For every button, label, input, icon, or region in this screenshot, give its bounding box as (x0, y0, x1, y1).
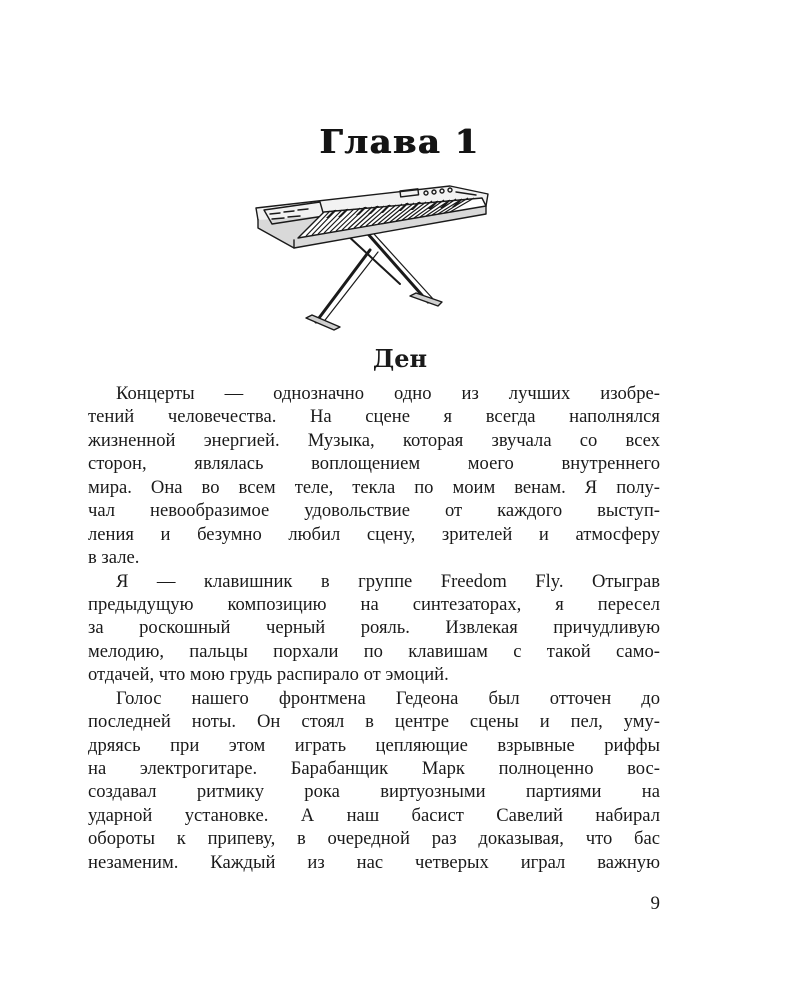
text-line: Голос нашего фронтмена Гедеона был отточен до (116, 687, 660, 709)
text-line: незаменим. Каждый из нас четверых играл важную (88, 851, 660, 873)
text-line: создавал ритмику рока виртуозными партиями на (88, 781, 660, 803)
text-line: ударной установке. А наш басист Савелий набирал (88, 804, 660, 826)
text-line: Я — клавишник в группе Freedom Fly. Отыграв (116, 570, 660, 592)
text-line: на электрогитаре. Барабанщик Марк полноценно вос- (88, 758, 660, 779)
body-text (88, 382, 660, 874)
synthesizer-on-stand-icon (250, 172, 500, 332)
text-line: предыдущую композицию на синтезаторах, я пересел (88, 593, 660, 615)
text-line: последней ноты. Он стоял в центре сцены и пел, уму- (88, 711, 660, 733)
text-line: мира. Она во всем теле, текла по моим венам. Я полу- (88, 476, 660, 498)
text-line: обороты к припеву, в очередной раз доказывая, что бас (88, 828, 660, 850)
text-line: Концерты — однозначно одно из лучших изобре- (116, 383, 660, 404)
chapter-title: Глава 1 (319, 122, 481, 161)
text-line: в зале. (88, 547, 140, 569)
section-heading: Ден (372, 344, 428, 373)
text-line: жизненной энергией. Музыка, которая звучала со всех (88, 429, 660, 451)
text-line: за роскошный черный рояль. Извлекая причудливую (88, 617, 660, 639)
page-number: 9 (650, 893, 660, 914)
text-line: тений человечества. На сцене я всегда наполнялся (88, 406, 660, 428)
text-line: сторон, являлась воплощением моего внутреннего (88, 453, 660, 475)
text-line: отдачей, что мою грудь распирало от эмоций. (88, 664, 449, 686)
text-line: мелодию, пальцы порхали по клавишам с такой само- (88, 640, 660, 662)
text-line: чал невообразимое удовольствие от каждого выступ- (88, 500, 660, 522)
text-line: дряясь при этом играть цепляющие взрывные риффы (88, 734, 660, 756)
text-line: ления и безумно любил сцену, зрителей и атмосферу (88, 523, 660, 545)
